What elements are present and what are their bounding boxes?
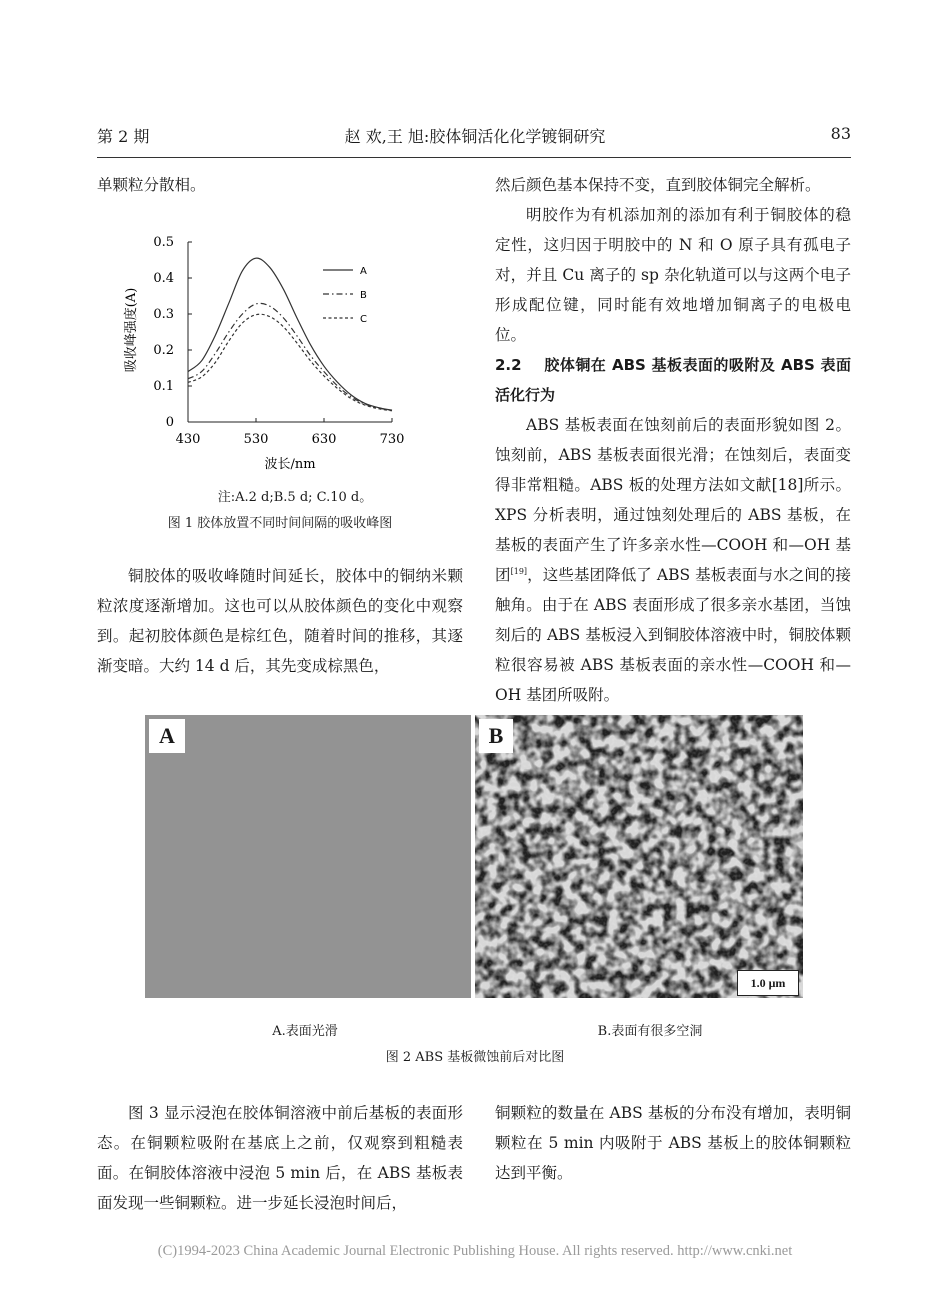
legend-label: B bbox=[360, 290, 367, 301]
sem-panel-a bbox=[145, 715, 471, 998]
header-rule bbox=[97, 157, 851, 158]
scale-bar bbox=[737, 970, 799, 996]
y-tick-label: 0.3 bbox=[153, 307, 174, 322]
x-tick-label: 430 bbox=[175, 432, 201, 447]
x-tick-label: 730 bbox=[379, 432, 405, 447]
paragraph: 然后颜色基本保持不变，直到胶体铜完全解析。 bbox=[495, 176, 821, 194]
paragraph: ABS 基板表面在蚀刻前后的表面形貌如图 2。蚀刻前，ABS 基板表面很光滑；在蚀刻后，表面变得非常粗糙。ABS 板的处理方法如文献[18]所示。XPS 分析表明，通过蚀刻处理后的 ABS 基板，在基板的表面产生了许多亲水性—COOH 和—OH 基团[19]，这些基团降低了 ABS 基板表面与水之间的接触角。由于在 ABS 表面形成了很多亲水基团，当蚀刻后的 ABS 基板浸入到铜胶体溶液中时，铜胶体颗粒很容易被 ABS 基板表面的亲水性—COOH 和—OH 基团所吸附。 bbox=[495, 416, 851, 704]
y-tick-label: 0 bbox=[165, 415, 174, 430]
y-axis-label: 吸收峰强度(A) bbox=[124, 287, 139, 373]
legend-label: A bbox=[360, 266, 367, 277]
bottom-left-col bbox=[97, 1098, 463, 1218]
scale-label: 1.0 μm bbox=[750, 976, 786, 990]
fig2-caption: 图 2 ABS 基板微蚀前后对比图 bbox=[385, 1050, 565, 1065]
issue-number: 第 2 期 bbox=[97, 127, 150, 146]
y-tick-label: 0.1 bbox=[153, 379, 174, 394]
x-axis-label: 波长/nm bbox=[264, 457, 316, 472]
absorption-chart bbox=[120, 230, 420, 480]
fig2-sub-a: A.表面光滑 bbox=[272, 1024, 338, 1039]
fig1-note: 注:A.2 d;B.5 d; C.10 d。 bbox=[217, 490, 373, 505]
bottom-right-col bbox=[495, 1098, 851, 1188]
page-number: 83 bbox=[830, 124, 851, 143]
paragraph: 明胶作为有机添加剂的添加有利于铜胶体的稳定性，这归因于明胶中的 N 和 O 原子具有孤电子对，并且 Cu 离子的 sp 杂化轨道可以与这两个电子形成配位键，同时能有效地增加铜离子的电极电位。 bbox=[495, 206, 851, 344]
x-tick-label: 630 bbox=[311, 432, 337, 447]
y-tick-label: 0.5 bbox=[153, 235, 174, 250]
citation: [19] bbox=[510, 566, 528, 576]
paragraph: 铜颗粒的数量在 ABS 基板的分布没有增加，表明铜颗粒在 5 min 内吸附于 ABS 基板上的胶体铜颗粒达到平衡。 bbox=[495, 1104, 851, 1182]
paragraph: 铜胶体的吸收峰随时间延长，胶体中的铜纳米颗粒浓度逐渐增加。这也可以从胶体颜色的变化中观察到。起初胶体颜色是棕红色，随着时间的推移，其逐渐变暗。大约 14 d 后，其先变成棕黑色， bbox=[97, 567, 463, 675]
fig2-sub-b: B.表面有很多空洞 bbox=[597, 1024, 703, 1039]
fig1-caption: 图 1 胶体放置不同时间间隔的吸收峰图 bbox=[167, 516, 393, 531]
sem-panel-b bbox=[475, 715, 803, 998]
legend-label: C bbox=[360, 314, 367, 325]
paragraph: 图 3 显示浸泡在胶体铜溶液中前后基板的表面形态。在铜颗粒吸附在基底上之前，仅观察到粗糙表面。在铜胶体溶液中浸泡 5 min 后，在 ABS 基板表面发现一些铜颗粒。进一步延长浸泡时间后， bbox=[97, 1104, 463, 1212]
left-col-body bbox=[97, 561, 463, 681]
x-tick-label: 530 bbox=[243, 432, 269, 447]
panel-label-b: B bbox=[479, 719, 513, 753]
left-col-top: 单颗粒分散相。 bbox=[97, 176, 206, 194]
copyright-footer: (C)1994-2023 China Academic Journal Electronic Publishing House. All rights reserved. http://www.cnki.net bbox=[157, 1243, 793, 1259]
y-tick-label: 0.2 bbox=[153, 343, 174, 358]
right-col bbox=[495, 170, 851, 710]
section-heading: 2.2 胶体铜在 ABS 基板表面的吸附及 ABS 表面活化行为 bbox=[495, 356, 852, 404]
panel-label-a: A bbox=[149, 719, 185, 753]
y-tick-label: 0.4 bbox=[153, 271, 174, 286]
running-title: 赵 欢,王 旭:胶体铜活化化学镀铜研究 bbox=[344, 127, 606, 146]
